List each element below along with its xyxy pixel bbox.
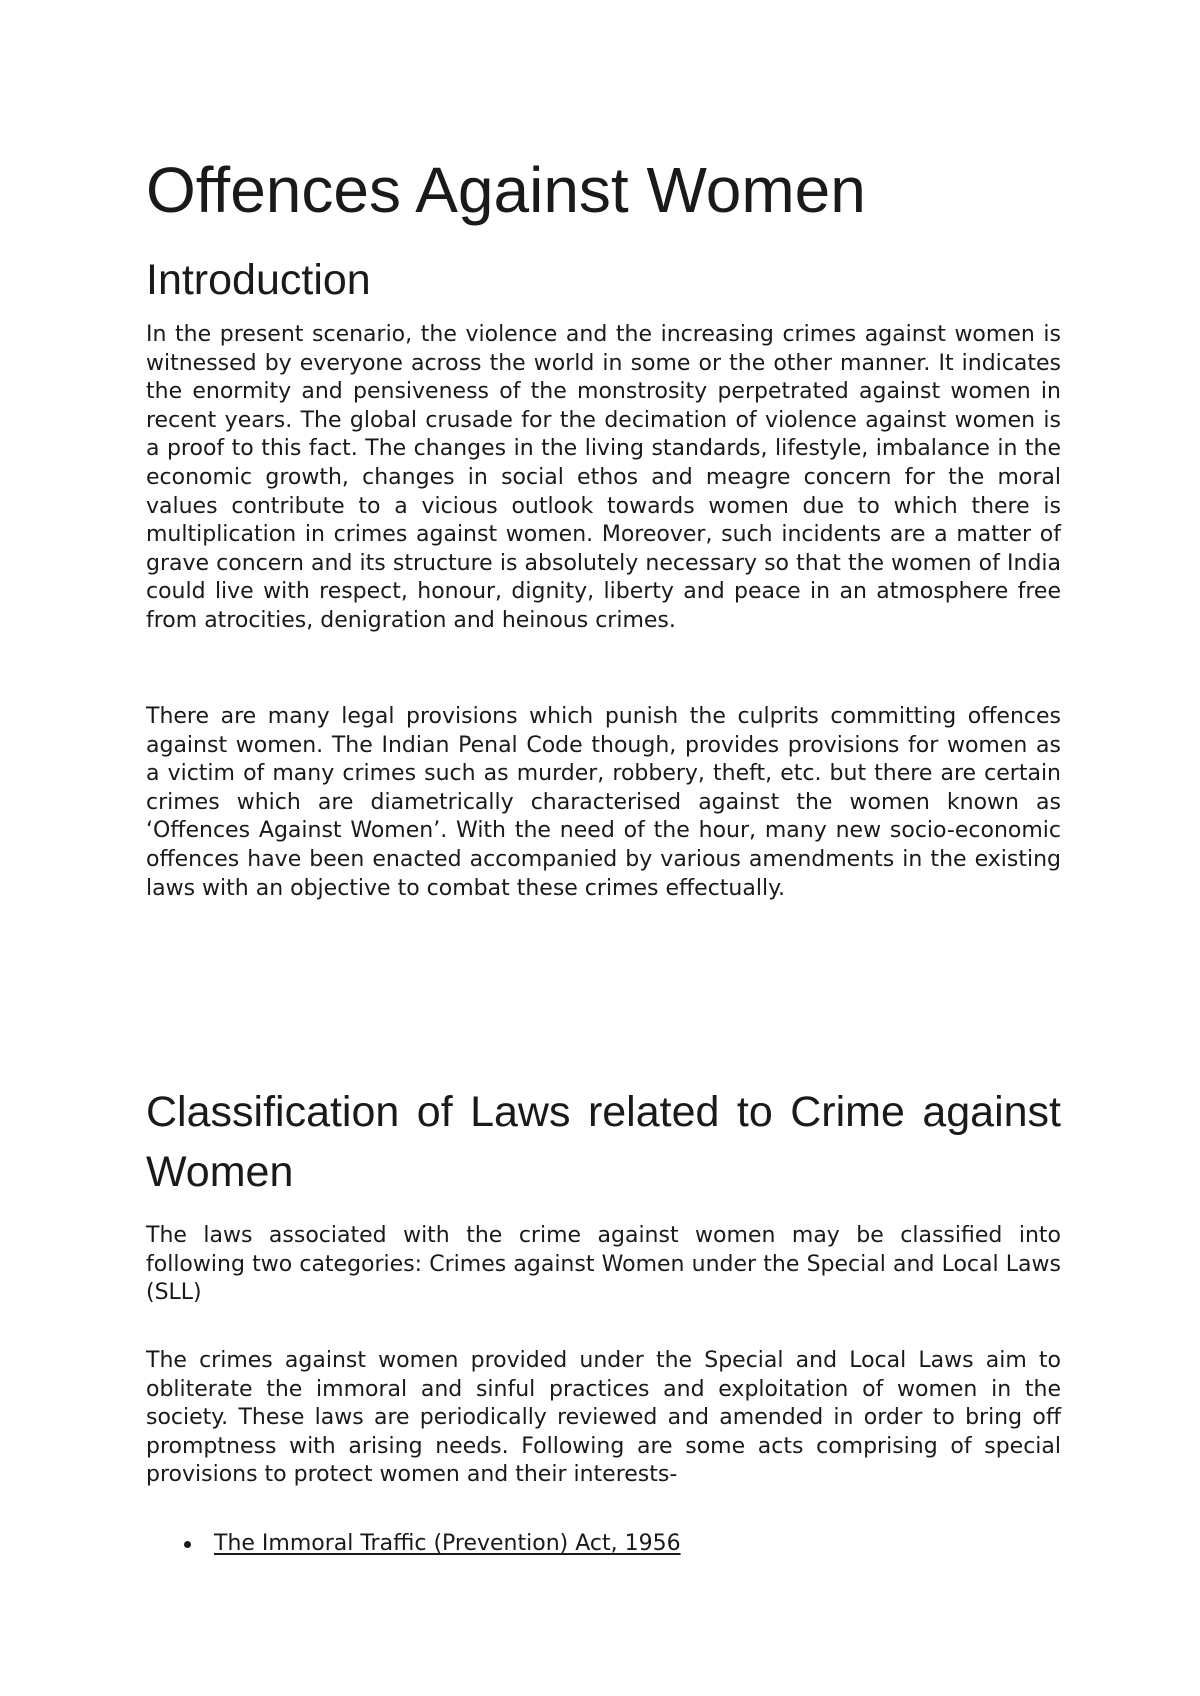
section-heading-introduction: Introduction <box>146 256 371 304</box>
act-link-immoral-traffic[interactable]: The Immoral Traffic (Prevention) Act, 1956 <box>214 1531 681 1556</box>
intro-paragraph-1: In the present scenario, the violence and the increasing crimes against women is witnessed by everyone across the world in some or the other manner. It indicates the enormity and pensiveness of the monstrosity perpetrated against women in recent years. The global crusade for the decimation of violence against women is a proof to this fact. The changes in the living standards, lifestyle, imbalance in the economic growth, changes in social ethos and meagre concern for the moral values contribute to a vicious outlook towards women due to which there is multiplication in crimes against women. Moreover, such incidents are a matter of grave concern and its structure is absolutely necessary so that the women of India could live with respect, honour, dignity, liberty and peace in an atmosphere free from atrocities, denigration and heinous crimes. <box>146 322 1061 633</box>
classification-paragraph-2: The crimes against women provided under the Special and Local Laws aim to obliterate the immoral and sinful practices and exploitation of women in the society. These laws are periodically reviewed and amended in order to bring off promptness with arising needs. Following are some acts comprising of special provisions to protect women and their interests- <box>146 1348 1061 1488</box>
bullet-icon <box>184 1541 191 1548</box>
acts-list <box>146 1530 1061 1559</box>
classification-paragraph-1: The laws associated with the crime against women may be classified into following two categories: Crimes against Women under the Special and Local Laws (SLL) <box>146 1223 1061 1306</box>
intro-paragraph-2: There are many legal provisions which punish the culprits committing offences against women. The Indian Penal Code though, provides provisions for women as a victim of many crimes such as murder, robbery, theft, etc. but there are certain crimes which are diametrically characterised against the women known as ‘Offences Against Women’. With the need of the hour, many new socio-economic offences have been enacted accompanied by various amendments in the existing laws with an objective to combat these crimes effectually. <box>146 704 1061 901</box>
document-title: Offences Against Women <box>146 154 866 226</box>
section-heading-classification: Classification of Laws related to Crime against Women <box>146 1088 1061 1196</box>
list-item <box>146 1530 1061 1559</box>
